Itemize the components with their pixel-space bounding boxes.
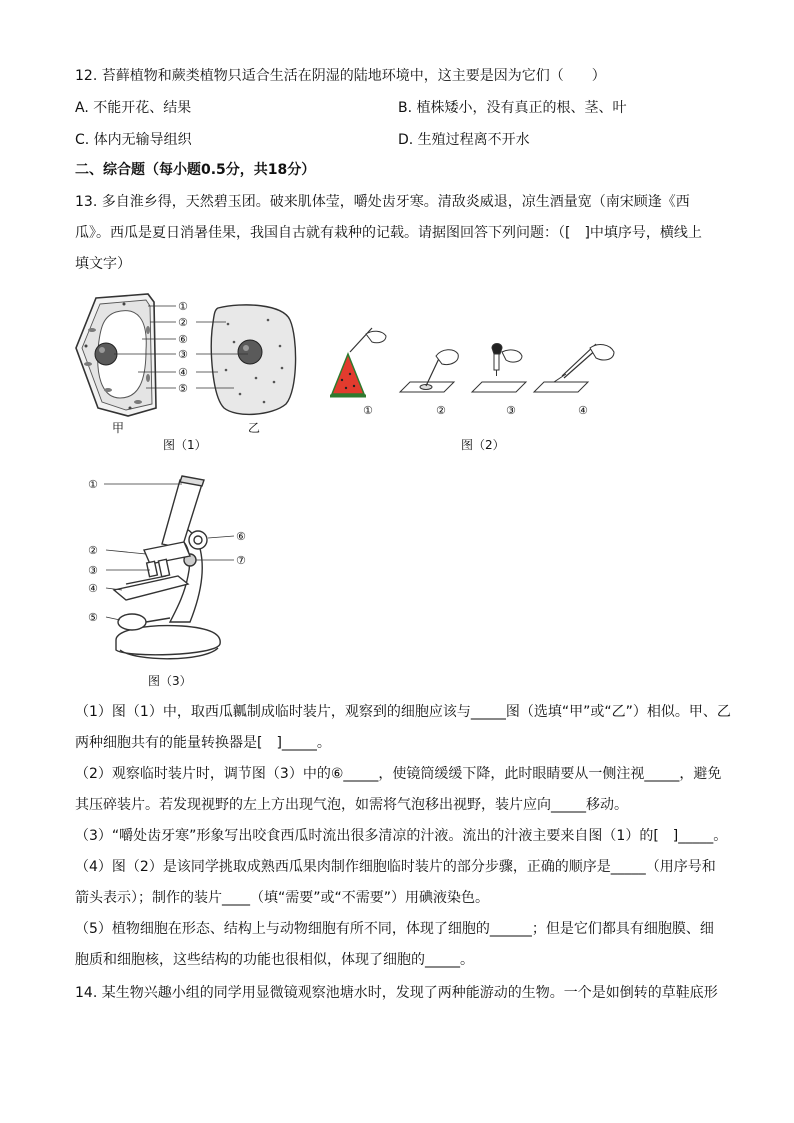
q13-sub-1-line-1: （1）图（1）中，取西瓜瓤制成临时装片，观察到的细胞应该与_____图（选填“甲”或“乙”）相似。甲、乙 xyxy=(75,704,731,720)
q12-option-b: B. 植株矮小，没有真正的根、茎、叶 xyxy=(398,100,627,116)
step-4-cover-slip xyxy=(534,344,614,392)
q13-sub-4-line-1: （4）图（2）是该同学挑取成熟西瓜果肉制作细胞临时装片的部分步骤，正确的顺序是_____（用序号和 xyxy=(75,859,716,875)
figure-3-microscope xyxy=(86,472,256,668)
fig1-marker-5: ⑤ xyxy=(178,382,188,395)
figure-1-caption: 图（1） xyxy=(163,438,207,452)
fig3-marker-3: ③ xyxy=(88,564,98,577)
q12-option-a: A. 不能开花、结果 xyxy=(75,100,192,116)
fig2-step-1: ① xyxy=(363,404,373,417)
fig3-marker-4: ④ xyxy=(88,582,98,595)
fig3-marker-6: ⑥ xyxy=(236,530,246,543)
q12-option-d: D. 生殖过程离不开水 xyxy=(398,132,530,148)
section-heading: 二、综合题（每小题0.5分，共18分） xyxy=(75,162,316,178)
animal-cell-diagram xyxy=(211,305,295,415)
fig3-marker-7: ⑦ xyxy=(236,554,246,567)
fig3-marker-5: ⑤ xyxy=(88,611,98,624)
fig3-marker-1: ① xyxy=(88,478,98,491)
q13-sub-2-line-2: 其压碎装片。若发现视野的左上方出现气泡，如需将气泡移出视野，装片应向_____移动。 xyxy=(75,797,628,813)
q13-intro-line-3: 填文字） xyxy=(75,256,131,272)
figure-2-caption: 图（2） xyxy=(461,438,505,452)
fig2-step-3: ③ xyxy=(506,404,516,417)
figure-2-steps xyxy=(326,318,626,420)
q13-intro-line-1: 13. 多自淮乡得，天然碧玉团。破来肌体莹，嚼处齿牙寒。清敌炎威退，凉生酒量宽（南宋顾逢《西 xyxy=(75,194,690,210)
fig1-marker-2: ② xyxy=(178,316,188,329)
step-3-dropper xyxy=(472,344,526,393)
q12-stem: 12. 苔藓植物和蕨类植物只适合生活在阴湿的陆地环境中，这主要是因为它们（ ） xyxy=(75,68,606,84)
fig1-marker-4: ④ xyxy=(178,366,188,379)
q13-sub-5-line-1: （5）植物细胞在形态、结构上与动物细胞有所不同，体现了细胞的______；但是它们都具有细胞膜、细 xyxy=(75,921,714,937)
q14-stem: 14. 某生物兴趣小组的同学用显微镜观察池塘水时，发现了两种能游动的生物。一个是如倒转的草鞋底形 xyxy=(75,985,718,1001)
fig2-step-2: ② xyxy=(436,404,446,417)
q13-sub-2-line-1: （2）观察临时装片时，调节图（3）中的⑥_____，使镜筒缓缓下降，此时眼睛要从一侧注视_____，避免 xyxy=(75,766,722,782)
q13-sub-3: （3）“嚼处齿牙寒”形象写出咬食西瓜时流出很多清凉的汁液。流出的汁液主要来自图（1）的[ ]_____。 xyxy=(75,828,728,844)
q13-sub-5-line-2: 胞质和细胞核，这些结构的功能也很相似，体现了细胞的_____。 xyxy=(75,952,474,968)
q13-intro-line-2: 瓜》。西瓜是夏日消暑佳果，我国自古就有栽种的记载。请据图回答下列问题：（[ ]中填序号，横线上 xyxy=(75,225,702,241)
fig2-step-4: ④ xyxy=(578,404,588,417)
fig1-label-jia: 甲 xyxy=(112,421,125,435)
q12-option-c: C. 体内无输导组织 xyxy=(75,132,192,148)
q13-sub-1-line-2: 两种细胞共有的能量转换器是[ ]_____。 xyxy=(75,735,331,751)
plant-cell-diagram xyxy=(76,294,156,416)
figure-3-caption: 图（3） xyxy=(148,674,192,688)
microscope-diagram xyxy=(114,476,220,659)
figure-1-cells xyxy=(68,290,308,440)
fig1-marker-6: ⑥ xyxy=(178,333,188,346)
fig1-marker-1: ① xyxy=(178,300,188,313)
fig3-marker-2: ② xyxy=(88,544,98,557)
fig1-marker-3: ③ xyxy=(178,348,188,361)
step-1-watermelon xyxy=(330,328,386,396)
q13-sub-4-line-2: 箭头表示）；制作的装片____（填“需要”或“不需要”）用碘液染色。 xyxy=(75,890,490,906)
step-2-slide xyxy=(400,350,458,392)
fig1-label-yi: 乙 xyxy=(248,421,261,435)
